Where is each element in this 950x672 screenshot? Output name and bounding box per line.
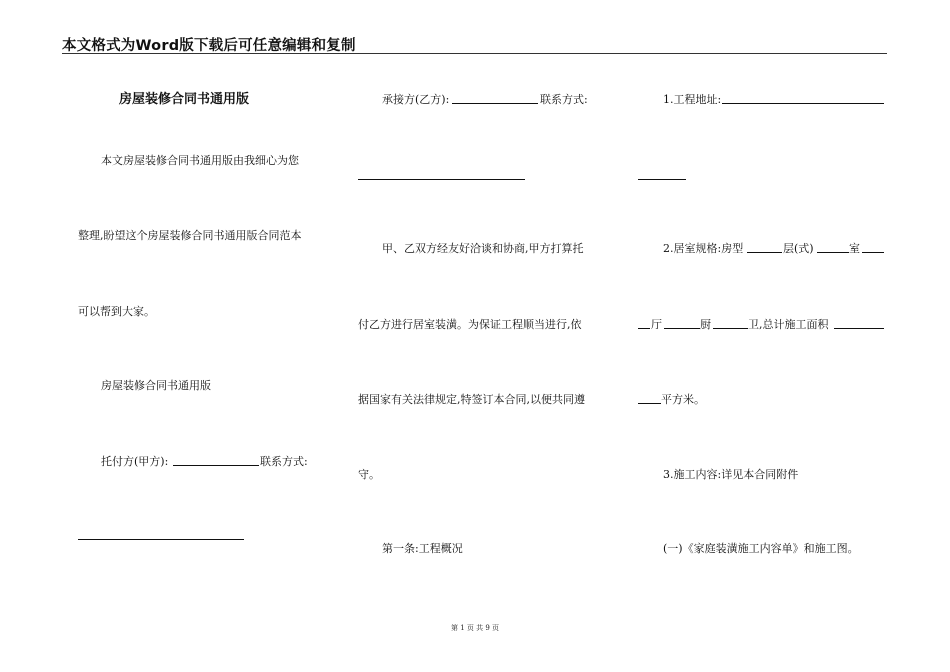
banner-text: 本文格式为Word版下载后可任意编辑和复制 bbox=[62, 38, 356, 54]
party-a-name-blank bbox=[173, 465, 259, 466]
document-banner bbox=[62, 30, 887, 54]
item-2-bath-area-label: 卫,总计施工面积 bbox=[748, 318, 829, 331]
floor-blank bbox=[817, 252, 849, 253]
room-count-blank bbox=[862, 252, 884, 253]
document-title: 房屋装修合同书通用版 bbox=[119, 92, 250, 107]
party-a-label: 托付方(甲方): bbox=[101, 455, 169, 468]
item-2-hall-label: 厅 bbox=[651, 318, 662, 331]
party-b-contact-label: 联系方式: bbox=[540, 93, 588, 106]
area-blank-2 bbox=[638, 403, 661, 404]
intro-line-3: 可以帮到大家。 bbox=[78, 305, 155, 318]
hall-count-blank bbox=[638, 328, 650, 329]
item-2-unit-label: 平方米。 bbox=[661, 393, 705, 406]
party-b-name-blank bbox=[452, 103, 538, 104]
party-a-contact-blank bbox=[78, 539, 244, 540]
room-type-blank bbox=[747, 252, 782, 253]
item-2-kitchen-label: 厨 bbox=[700, 318, 711, 331]
agreement-line-4: 守。 bbox=[358, 468, 380, 481]
item-3-label: 3.施工内容:详见本合同附件 bbox=[663, 468, 799, 481]
intro-line-1: 本文房屋装修合同书通用版由我细心为您 bbox=[101, 154, 299, 167]
item-2-floor-label: 层(式) bbox=[783, 242, 814, 255]
subtitle: 房屋装修合同书通用版 bbox=[101, 379, 211, 392]
kitchen-count-blank bbox=[664, 328, 700, 329]
agreement-line-1: 甲、乙双方经友好洽谈和协商,甲方打算托 bbox=[382, 242, 584, 255]
address-blank-2 bbox=[638, 179, 686, 180]
item-3-sub: (一)《家庭装潢施工内容单》和施工图。 bbox=[663, 542, 859, 555]
item-2-room-label: 室 bbox=[849, 242, 860, 255]
agreement-line-3: 据国家有关法律规定,特签订本合同,以便共同遵 bbox=[358, 393, 585, 406]
item-2-label: 2.居室规格:房型 bbox=[663, 242, 744, 255]
article-1-heading: 第一条:工程概况 bbox=[382, 542, 463, 555]
party-b-contact-blank bbox=[358, 179, 525, 180]
item-1-address-label: 1.工程地址: bbox=[663, 93, 722, 106]
address-blank-1 bbox=[722, 103, 884, 104]
page-footer: 第 1 页 共 9 页 bbox=[450, 624, 500, 632]
intro-line-2: 整理,盼望这个房屋装修合同书通用版合同范本 bbox=[78, 229, 302, 242]
area-blank bbox=[834, 328, 884, 329]
party-b-label: 承接方(乙方): bbox=[382, 93, 450, 106]
agreement-line-2: 付乙方进行居室装潢。为保证工程顺当进行,依 bbox=[358, 318, 582, 331]
party-a-contact-label: 联系方式: bbox=[260, 455, 308, 468]
bath-count-blank bbox=[713, 328, 748, 329]
